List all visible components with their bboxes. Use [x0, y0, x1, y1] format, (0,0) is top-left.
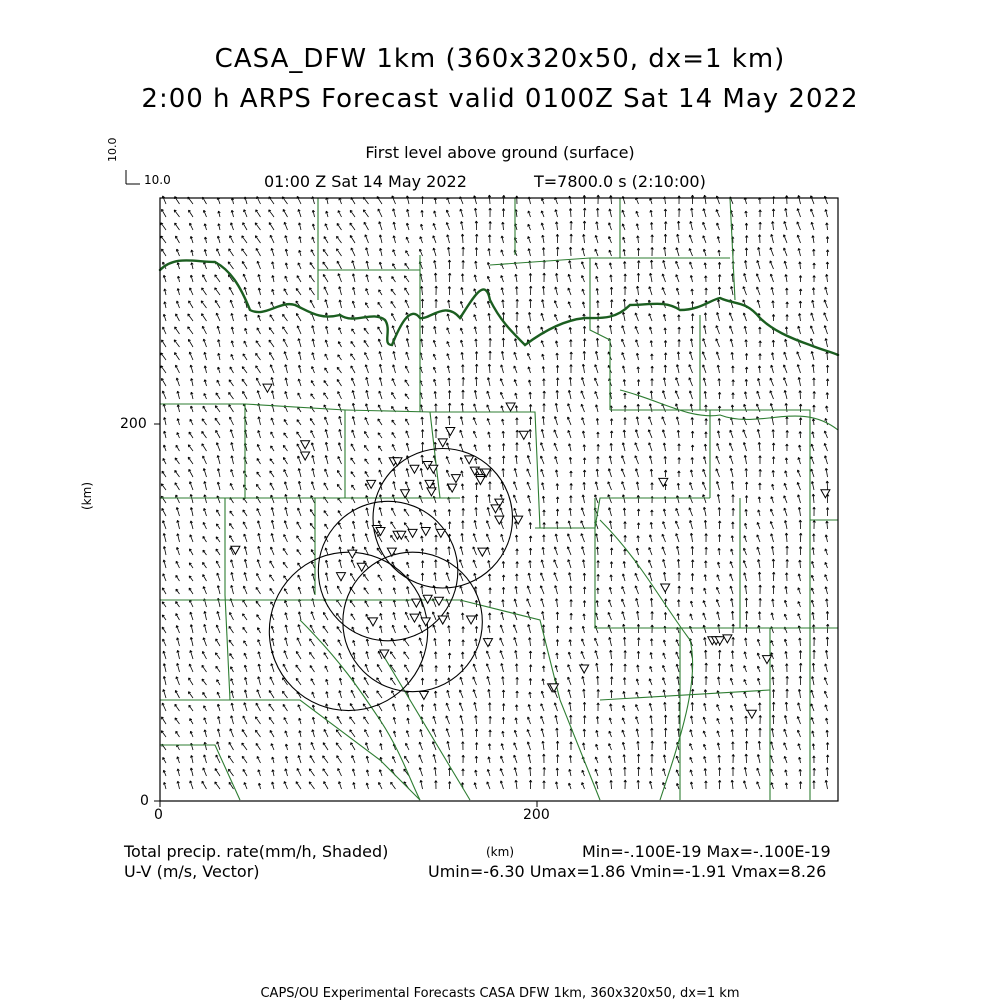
station-triangle-icon — [483, 639, 492, 647]
station-triangle-icon — [451, 475, 460, 483]
x-tick-200: 200 — [523, 807, 550, 823]
station-triangle-icon — [465, 456, 474, 464]
county-boundary — [160, 404, 245, 498]
station-triangle-icon — [367, 480, 376, 488]
x-axis-unit: (km) — [486, 845, 515, 859]
station-triangle-icon — [519, 431, 528, 439]
county-boundary — [590, 258, 610, 410]
county-boundary — [380, 650, 470, 800]
station-triangle-icon — [231, 546, 240, 554]
station-triangle-icon — [336, 573, 345, 581]
station-triangle-icon — [580, 665, 589, 673]
station-triangle-icon — [438, 616, 447, 624]
vector-min-max: Umin=-6.30 Umax=1.86 Vmin=-1.91 Vmax=8.26 — [428, 862, 827, 881]
station-triangle-icon — [491, 505, 500, 513]
station-triangle-icon — [438, 439, 447, 447]
station-triangle-icon — [427, 488, 436, 496]
station-triangle-icon — [478, 548, 487, 556]
y-tick-0: 0 — [140, 793, 149, 809]
reference-vector-vertical-label: 10.0 — [106, 137, 119, 162]
station-triangle-icon — [506, 403, 515, 411]
station-triangle-icon — [419, 691, 428, 699]
station-triangle-icon — [723, 635, 732, 643]
station-triangle-icon — [421, 527, 430, 535]
station-triangle-icon — [421, 618, 430, 626]
county-boundary — [535, 498, 710, 528]
county-boundary — [600, 690, 770, 700]
red-river-state-border — [160, 260, 838, 355]
y-tick-200: 200 — [120, 416, 147, 432]
vector-legend-label: U-V (m/s, Vector) — [124, 862, 260, 881]
reference-vector-icon — [126, 170, 140, 184]
station-triangle-icon — [410, 614, 419, 622]
county-boundary — [345, 410, 440, 498]
county-boundary — [730, 198, 735, 300]
station-triangle-icon — [467, 616, 476, 624]
county-boundary — [160, 700, 420, 800]
station-triangle-icon — [436, 529, 445, 537]
x-tick-0: 0 — [154, 807, 163, 823]
station-triangle-icon — [301, 452, 310, 460]
map-title: CASA_DFW 1km (360x320x50, dx=1 km) — [214, 44, 786, 74]
radar-range-ring — [343, 552, 482, 691]
station-triangle-icon — [401, 490, 410, 498]
precip-min-max: Min=-.100E-19 Max=-.100E-19 — [582, 842, 831, 861]
level-label: First level above ground (surface) — [365, 143, 635, 162]
station-triangle-icon — [434, 597, 443, 605]
station-triangle-icon — [357, 563, 366, 571]
station-triangle-icon — [661, 584, 670, 592]
station-triangle-icon — [747, 710, 756, 718]
credit-line: CAPS/OU Experimental Forecasts CASA DFW 1km, 360x320x50, dx=1 km — [260, 986, 740, 1001]
county-boundary — [225, 595, 230, 700]
station-triangle-icon — [348, 550, 357, 558]
station-triangle-icon — [408, 529, 417, 537]
precip-legend-label: Total precip. rate(mm/h, Shaded) — [124, 842, 389, 861]
station-triangle-icon — [369, 618, 378, 626]
station-triangle-icon — [301, 441, 310, 449]
radar-range-ring — [318, 501, 457, 640]
station-triangle-icon — [410, 465, 419, 473]
station-triangle-icon — [263, 384, 272, 392]
county-boundary — [160, 745, 240, 800]
state-border-line — [160, 260, 838, 355]
forecast-title: 2:00 h ARPS Forecast valid 0100Z Sat 14 May 2022 — [141, 84, 859, 114]
valid-time-label: 01:00 Z Sat 14 May 2022 — [264, 172, 467, 191]
station-triangle-icon — [412, 599, 421, 607]
station-triangle-icon — [495, 516, 504, 524]
county-boundary — [595, 498, 680, 800]
station-triangle-icon — [821, 490, 830, 498]
model-time-label: T=7800.0 s (2:10:00) — [534, 172, 706, 191]
station-triangle-icon — [423, 595, 432, 603]
reference-vector-horizontal-label: 10.0 — [144, 173, 171, 187]
y-axis-unit: (km) — [80, 481, 94, 510]
